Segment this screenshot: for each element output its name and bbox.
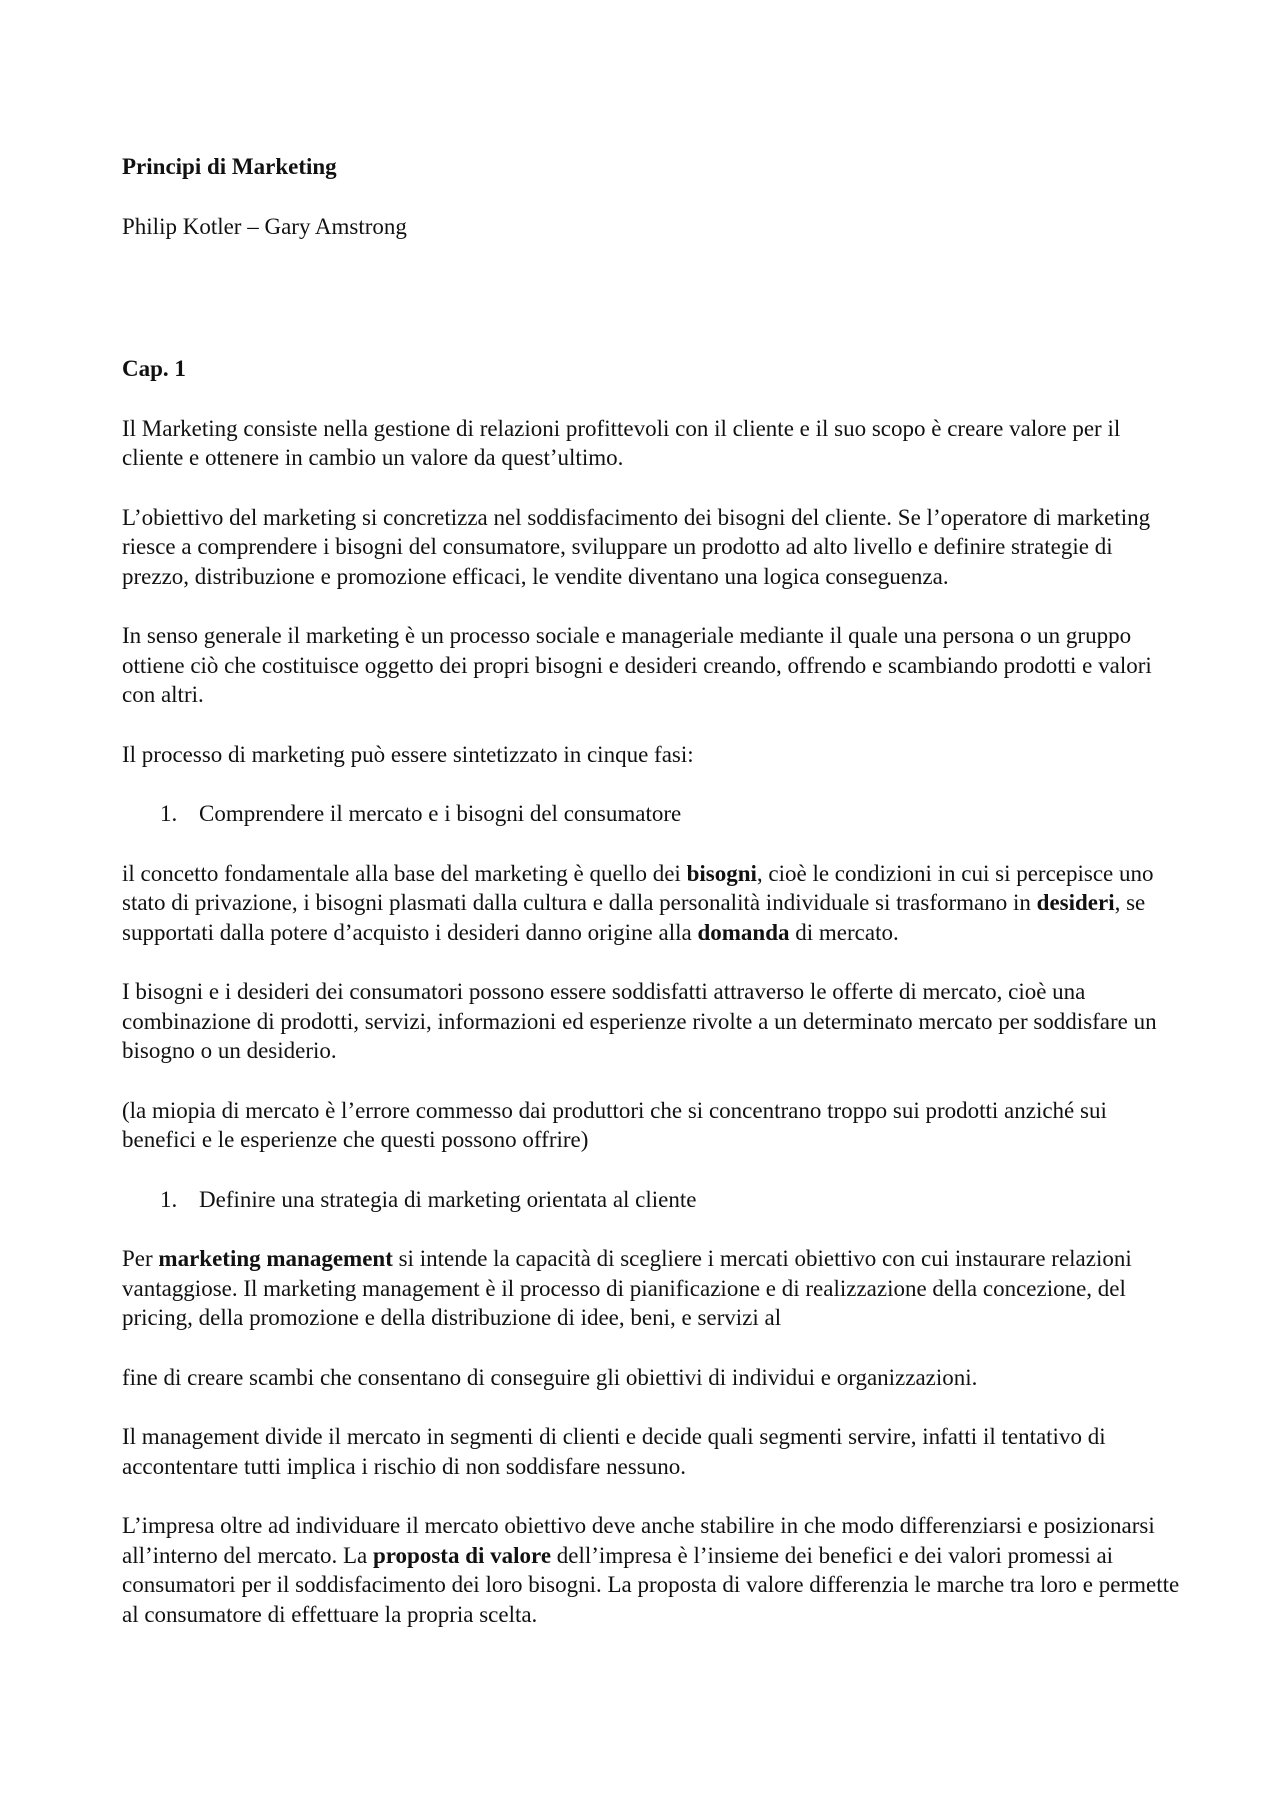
- paragraph-4: Il processo di marketing può essere sintetizzato in cinque fasi:: [122, 741, 694, 767]
- paragraph-2: L’obiettivo del marketing si concretizza nel soddisfacimento dei bisogni del cliente. Se l’operatore di marketing riesce a comprendere i bisogni del consumatore, sviluppare un prodotto ad alto livello e definire strategie di prezzo, distribuzione e promozione efficaci, le vendite diventano una logica conseguenza.: [122, 504, 1151, 589]
- document-authors: Philip Kotler – Gary Amstrong: [122, 213, 407, 239]
- paragraph-10: Il management divide il mercato in segmenti di clienti e decide quali segmenti servire, infatti il tentativo di accontentare tutti implica i rischio di non soddisfare nessuno.: [122, 1424, 1106, 1479]
- list-item-2: [122, 1185, 1182, 1215]
- bold-term-domanda: domanda: [697, 919, 790, 945]
- paragraph-7: (la miopia di mercato è l’errore commesso dai produttori che si concentrano troppo sui prodotti anziché sui benefici e le esperienze che questi possono offrire): [122, 1097, 1107, 1152]
- text-run: dell’impresa è l’insieme dei benefici e dei valori promessi ai consumatori per il soddisfacimento dei loro bisogni. La proposta di valore differenzia le marche tra loro e permette al consumatore di effettuare la propria scelta.: [122, 1542, 1180, 1627]
- text-run: , se supportati dalla potere d’acquisto i desideri danno origine alla: [122, 890, 1146, 945]
- text-run: il concetto fondamentale alla base del marketing è quello dei: [122, 860, 687, 886]
- paragraph-3: In senso generale il marketing è un processo sociale e manageriale mediante il quale una persona o un gruppo ottiene ciò che costituisce oggetto dei propri bisogni e desideri creando, offrendo e scambiando prodotti e valori con altri.: [122, 623, 1152, 707]
- bold-term-desideri: desideri: [1036, 890, 1115, 915]
- paragraph-1: Il Marketing consiste nella gestione di relazioni profittevoli con il cliente e il suo scopo è creare valore per il cliente e ottenere in cambio un valore da quest’ultimo.: [122, 415, 1121, 470]
- bold-term-marketing-management: marketing management: [158, 1246, 393, 1271]
- text-run: , cioè le condizioni in cui si percepisce uno stato di privazione, i bisogni plasmati dalla cultura e dalla personalità individuale si trasformano in: [122, 860, 1154, 915]
- text-run: L’impresa oltre ad individuare il mercato obiettivo deve anche stabilire in che modo differenziarsi e posizionarsi all’interno del mercato. La: [122, 1513, 1155, 1568]
- paragraph-8: [122, 1244, 1182, 1333]
- text-run: Per: [122, 1246, 159, 1271]
- bold-term-proposta-di-valore: proposta di valore: [372, 1542, 552, 1568]
- list-item-text: Definire una strategia di marketing orientata al cliente: [199, 1186, 697, 1212]
- chapter-heading: Cap. 1: [122, 356, 186, 381]
- paragraph-11: [122, 1511, 1182, 1629]
- document-page: [122, 152, 1182, 1659]
- paragraph-5: [122, 859, 1182, 948]
- bold-term-bisogni: bisogni: [686, 860, 757, 886]
- list-item-text: Comprendere il mercato e i bisogni del consumatore: [199, 801, 682, 826]
- document-title: Principi di Marketing: [122, 154, 337, 179]
- list-number: 1.: [160, 1186, 178, 1212]
- text-run: di mercato.: [789, 919, 899, 945]
- list-number: 1.: [160, 801, 178, 826]
- paragraph-9: fine di creare scambi che consentano di conseguire gli obiettivi di individui e organizzazioni.: [122, 1364, 978, 1390]
- text-run: si intende la capacità di scegliere i mercati obiettivo con cui instaurare relazioni vantaggiose. Il marketing management è il processo di pianificazione e di realizzazione della concezione, del pricing, della promozione e della distribuzione di idee, beni, e servizi al: [122, 1246, 1132, 1330]
- paragraph-6: I bisogni e i desideri dei consumatori possono essere soddisfatti attraverso le offerte di mercato, cioè una combinazione di prodotti, servizi, informazioni ed esperienze rivolte a un determinato mercato per soddisfare un bisogno o un desiderio.: [122, 979, 1157, 1063]
- list-item-1: [122, 799, 1182, 829]
